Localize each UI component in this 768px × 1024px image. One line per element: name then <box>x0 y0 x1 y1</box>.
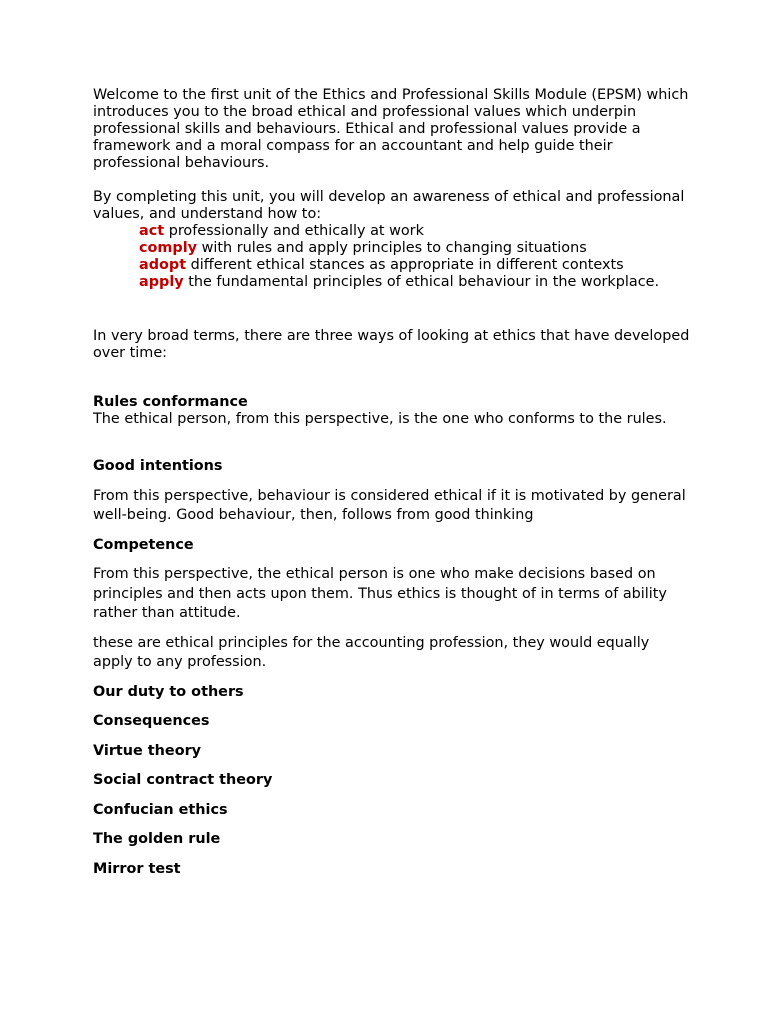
principle-heading: Mirror test <box>93 860 181 877</box>
objective-keyword: comply <box>139 240 198 256</box>
spacer <box>93 362 693 394</box>
principles-heading-list <box>93 673 693 880</box>
broad-terms-paragraph: In very broad terms, there are three ways of looking at ethics that have developed over time: <box>93 328 690 361</box>
objective-keyword: adopt <box>139 257 187 273</box>
objective-text: professionally and ethically at work <box>164 223 424 239</box>
objective-text: the fundamental principles of ethical behaviour in the workplace. <box>183 274 660 290</box>
competence-heading: Competence <box>93 536 194 553</box>
spacer <box>93 428 693 457</box>
intro-paragraph: Welcome to the first unit of the Ethics and Professional Skills Module (EPSM) which introduces you to the broad ethical and professional values which underpin professional skills and behaviours. Ethical and professional values provide a framework and a moral compass for an accountant and help guide their professional behaviours. <box>93 87 689 171</box>
good-intentions-body: From this perspective, behaviour is considered ethical if it is motivated by general well-being. Good behaviour, then, follows from good thinking <box>93 487 686 523</box>
intro-lead: By completing this unit, you will develop an awareness of ethical and professional values, and understand how to: <box>93 189 685 222</box>
objective-item <box>93 274 693 291</box>
objectives-list <box>93 223 693 291</box>
objective-keyword: act <box>139 223 165 239</box>
principle-heading: Social contract theory <box>93 772 273 788</box>
spacer <box>93 624 693 634</box>
spacer <box>93 477 693 487</box>
competence-body: From this perspective, the ethical person is one who make decisions based on principles and then acts upon them. Thus ethics is thought of in terms of ability rather than attitude. <box>93 566 667 621</box>
objective-keyword: apply <box>139 274 184 290</box>
objective-text: different ethical stances as appropriate in different contexts <box>186 257 624 273</box>
rules-heading: Rules conformance <box>93 394 248 410</box>
good-intentions-heading: Good intentions <box>93 458 223 474</box>
spacer <box>93 172 693 189</box>
objective-text: with rules and apply principles to changing situations <box>197 240 587 256</box>
document-page <box>93 87 693 879</box>
objective-item <box>93 223 693 240</box>
objective-item <box>93 257 693 274</box>
spacer <box>93 555 693 565</box>
principle-heading: Confucian ethics <box>93 801 228 818</box>
principles-note: these are ethical principles for the accounting profession, they would equally apply to any profession. <box>93 634 650 670</box>
principle-heading: The golden rule <box>93 831 221 847</box>
principle-heading: Our duty to others <box>93 683 244 700</box>
spacer <box>93 291 693 328</box>
objective-item <box>93 240 693 257</box>
rules-body: The ethical person, from this perspective, is the one who conforms to the rules. <box>93 411 667 427</box>
spacer <box>93 526 693 536</box>
principle-heading: Virtue theory <box>93 742 202 759</box>
principle-heading: Consequences <box>93 713 210 729</box>
